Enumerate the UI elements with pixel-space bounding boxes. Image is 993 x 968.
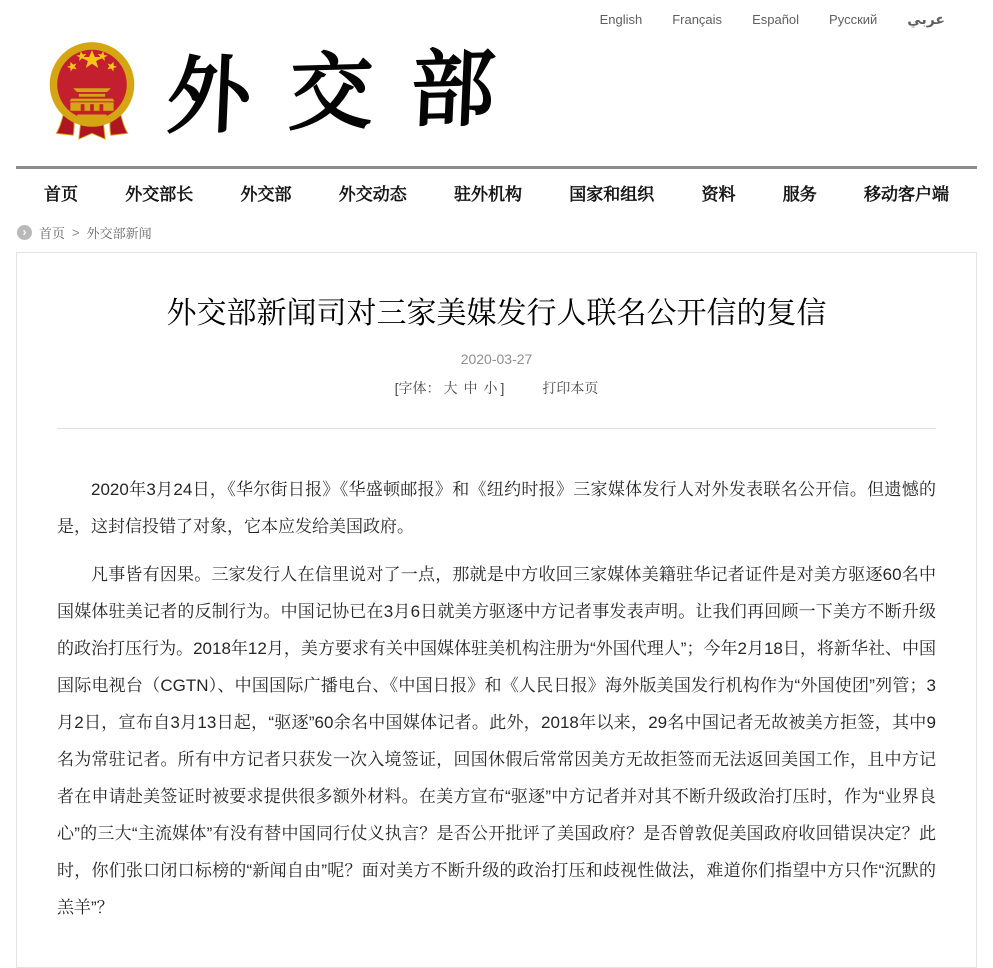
breadcrumb-home[interactable]: 首页 xyxy=(39,226,66,241)
article-paragraph: 凡事皆有因果。三家发行人在信里说对了一点，那就是中方收回三家媒体美籍驻华记者证件是对美方驱逐60名中国媒体驻美记者的反制行为。中国记协已在3月6日就美方驱逐中方记者事发表声明。让我们再回顾一下美方不断升级的政治打压行为。2018年12月，美方要求有关中国媒体驻美机构注册为“外国代理人”；今年2月18日，将新华社、中国国际电视台（CGTN）、中国国际广播电台、《中国日报》和《人民日报》海外版美国发行机构作为“外国使团”列管；3月2日，宣布自3月13日起，“驱逐”60余名中国媒体记者。此外，2018年以来，29名中国记者无故被美方拒签，其中9名为常驻记者。所有中方记者只获发一次入境签证，回国休假后常常因美方无故拒签而无法返回美国工作，且中方记者在申请赴美签证时被要求提供很多额外材料。在美方宣布“驱逐”中方记者并对其不断升级政治打压时，作为“业界良心”的三大“主流媒体”有没有替中国同行仗义执言？是否公开批评了美国政府？是否曾敦促美国政府收回错误决定？此时，你们张口闭口标榜的“新闻自由”呢？面对美方不断升级的政治打压和歧视性做法，难道你们指望中方只作“沉默的羔羊”？ xyxy=(57,565,936,917)
article-controls xyxy=(41,378,952,398)
breadcrumb-current: 外交部新闻 xyxy=(86,226,152,241)
nav-item[interactable]: 移动客户端 xyxy=(864,185,949,204)
article-paragraph: 2020年3月24日，《华尔街日报》《华盛顿邮报》和《纽约时报》三家媒体发行人对外发表联名公开信。但遗憾的是，这封信投错了对象，它本应发给美国政府。 xyxy=(57,480,936,536)
font-size-option[interactable]: 小 xyxy=(483,380,498,396)
nav-list xyxy=(16,169,977,219)
font-size-option[interactable]: 中 xyxy=(463,380,478,396)
breadcrumb xyxy=(0,219,993,252)
national-emblem-icon xyxy=(45,38,139,146)
lang-bar xyxy=(0,0,993,28)
font-size-option[interactable]: 大 xyxy=(443,380,458,396)
nav-item[interactable]: 国家和组织 xyxy=(569,185,655,204)
article-body xyxy=(41,429,952,926)
nav-item[interactable]: 外交部 xyxy=(240,185,292,204)
nav-item[interactable]: 外交动态 xyxy=(338,185,407,204)
breadcrumb-separator: > xyxy=(72,225,80,240)
nav-item[interactable]: 资料 xyxy=(701,185,736,204)
lang-link[interactable]: Español xyxy=(752,11,800,27)
print-page-button[interactable]: 打印本页 xyxy=(542,380,599,396)
nav-item[interactable]: 首页 xyxy=(44,185,78,204)
lang-link[interactable]: عربي xyxy=(907,10,945,27)
article-container xyxy=(16,252,977,968)
nav-item[interactable]: 服务 xyxy=(782,185,817,204)
lang-link[interactable]: Français xyxy=(672,11,723,27)
nav-item[interactable]: 驻外机构 xyxy=(454,185,522,204)
main-nav xyxy=(16,166,977,219)
lang-link[interactable]: English xyxy=(599,11,643,27)
article-title: 外交部新闻司对三家美媒发行人联名公开信的复信 xyxy=(166,297,827,330)
font-size-label-close: ] xyxy=(500,380,505,396)
ministry-calligraphy-title: 外交部 xyxy=(164,37,536,146)
font-size-label-open: [字体： xyxy=(394,380,441,396)
lang-link[interactable]: Русский xyxy=(829,11,878,27)
chevron-circle-icon: › xyxy=(17,225,32,240)
site-logo xyxy=(0,28,993,156)
font-size-group xyxy=(441,380,501,396)
article-date: 2020-03-27 xyxy=(460,351,533,367)
nav-item[interactable]: 外交部长 xyxy=(125,185,194,204)
